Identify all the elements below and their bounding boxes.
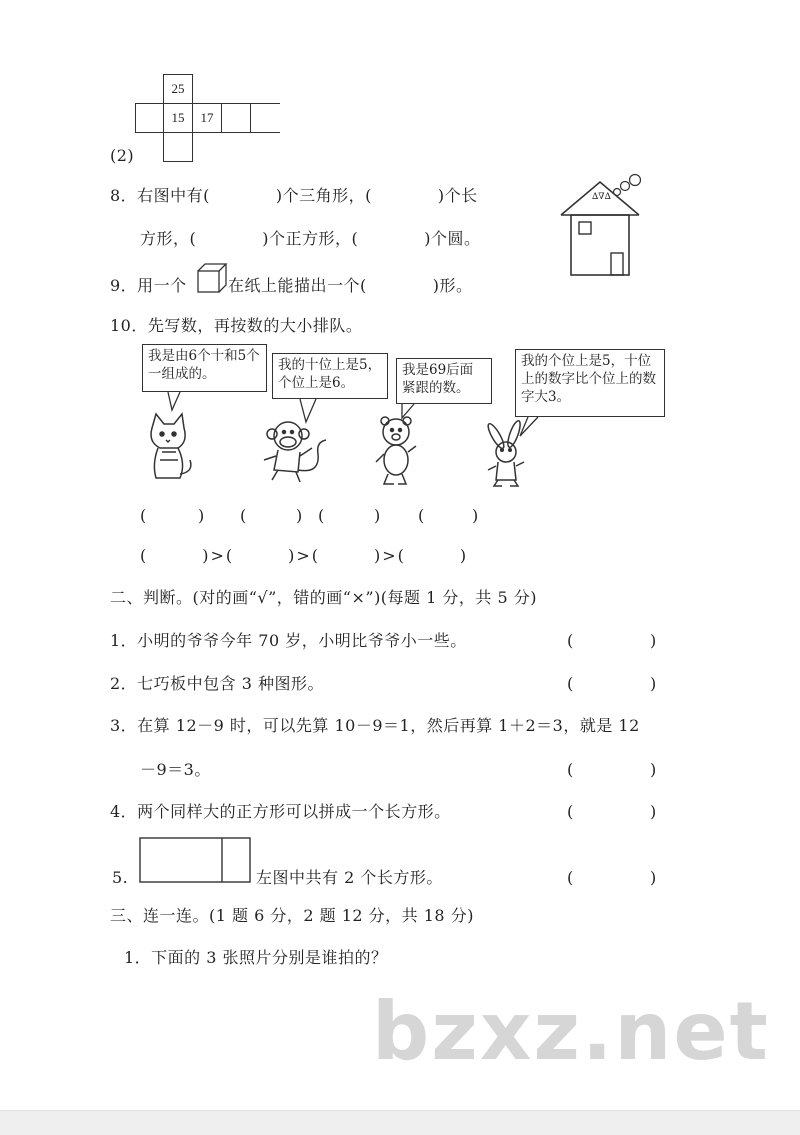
answer-paren-open: ( [567, 868, 574, 887]
net-cell [135, 103, 164, 133]
speech-bubble-monkey: 我的十位上是5，个位上是6。 [272, 353, 388, 399]
question-9-part2: 在纸上能描出一个( )形。 [228, 276, 473, 295]
net-cell: 15 [163, 103, 193, 133]
animal-illustrations [140, 390, 680, 490]
judge-item-5: 左图中共有 2 个长方形。 [256, 868, 443, 887]
judge-item-4: 4．两个同样大的正方形可以拼成一个长方形。 [110, 802, 451, 821]
bear-figure [376, 417, 416, 484]
net-cell [221, 103, 251, 133]
paren-close: ) [198, 506, 205, 525]
judge-item-3-cont: －9＝3。 [140, 760, 211, 779]
paren-open: ( [318, 506, 325, 525]
page-bottom-bar [0, 1110, 800, 1135]
net-cell [250, 103, 280, 133]
rabbit-figure [486, 419, 524, 486]
answer-blanks-row2: ( )>( )>( )>( ) [140, 546, 469, 565]
paren-open: ( [140, 506, 147, 525]
paren-open: ( [418, 506, 425, 525]
judge-item-1: 1．小明的爷爷今年 70 岁，小明比爷爷小一些。 [110, 631, 467, 650]
judge-item-2: 2．七巧板中包含 3 种图形。 [110, 674, 325, 693]
speech-bubble-bear: 我是69后面紧跟的数。 [396, 358, 492, 404]
judge-item-5-number: 5. [112, 868, 129, 887]
sub-question-label: (2) [110, 146, 135, 165]
rectangle-figure [138, 836, 254, 886]
answer-paren-close: ) [650, 802, 657, 821]
answer-paren-open: ( [567, 760, 574, 779]
answer-paren-close: ) [650, 868, 657, 887]
speech-bubble-cat: 我是由6个十和5个一组成的。 [142, 344, 267, 392]
judge-item-3: 3．在算 12－9 时，可以先算 10－9＝1，然后再算 1＋2＝3，就是 12 [110, 716, 640, 735]
cube-figure [196, 262, 230, 294]
answer-paren-close: ) [650, 674, 657, 693]
paren-open: ( [240, 506, 247, 525]
paren-close: ) [374, 506, 381, 525]
section-3-header: 三、连一连。(1 题 6 分，2 题 12 分，共 18 分) [110, 906, 474, 925]
answer-paren-open: ( [567, 802, 574, 821]
answer-paren-open: ( [567, 674, 574, 693]
roof-triangles: ∆∇∆ [592, 192, 611, 202]
connect-question-1: 1．下面的 3 张照片分别是谁拍的？ [124, 948, 388, 967]
house-figure [555, 170, 655, 280]
watermark: bzxz.net [372, 985, 770, 1078]
question-10-title: 10．先写数，再按数的大小排队。 [110, 316, 363, 335]
question-8-line1: 8．右图中有( )个三角形，( )个长 [110, 186, 478, 205]
answer-paren-open: ( [567, 631, 574, 650]
answer-paren-close: ) [650, 760, 657, 779]
section-2-header: 二、判断。(对的画“√”，错的画“×”)(每题 1 分，共 5 分) [110, 588, 537, 607]
paren-close: ) [296, 506, 303, 525]
monkey-figure [264, 422, 326, 482]
paren-close: ) [472, 506, 479, 525]
cat-figure [151, 414, 191, 478]
question-9-part1: 9．用一个 [110, 276, 187, 295]
net-cell-bottom [163, 132, 193, 162]
net-cell-top: 25 [163, 74, 193, 104]
answer-paren-close: ) [650, 631, 657, 650]
question-8-line2: 方形，( )个正方形，( )个圆。 [140, 229, 481, 248]
net-cell: 17 [192, 103, 222, 133]
speech-bubble-rabbit: 我的个位上是5，十位上的数字比个位上的数字大3。 [515, 349, 665, 417]
